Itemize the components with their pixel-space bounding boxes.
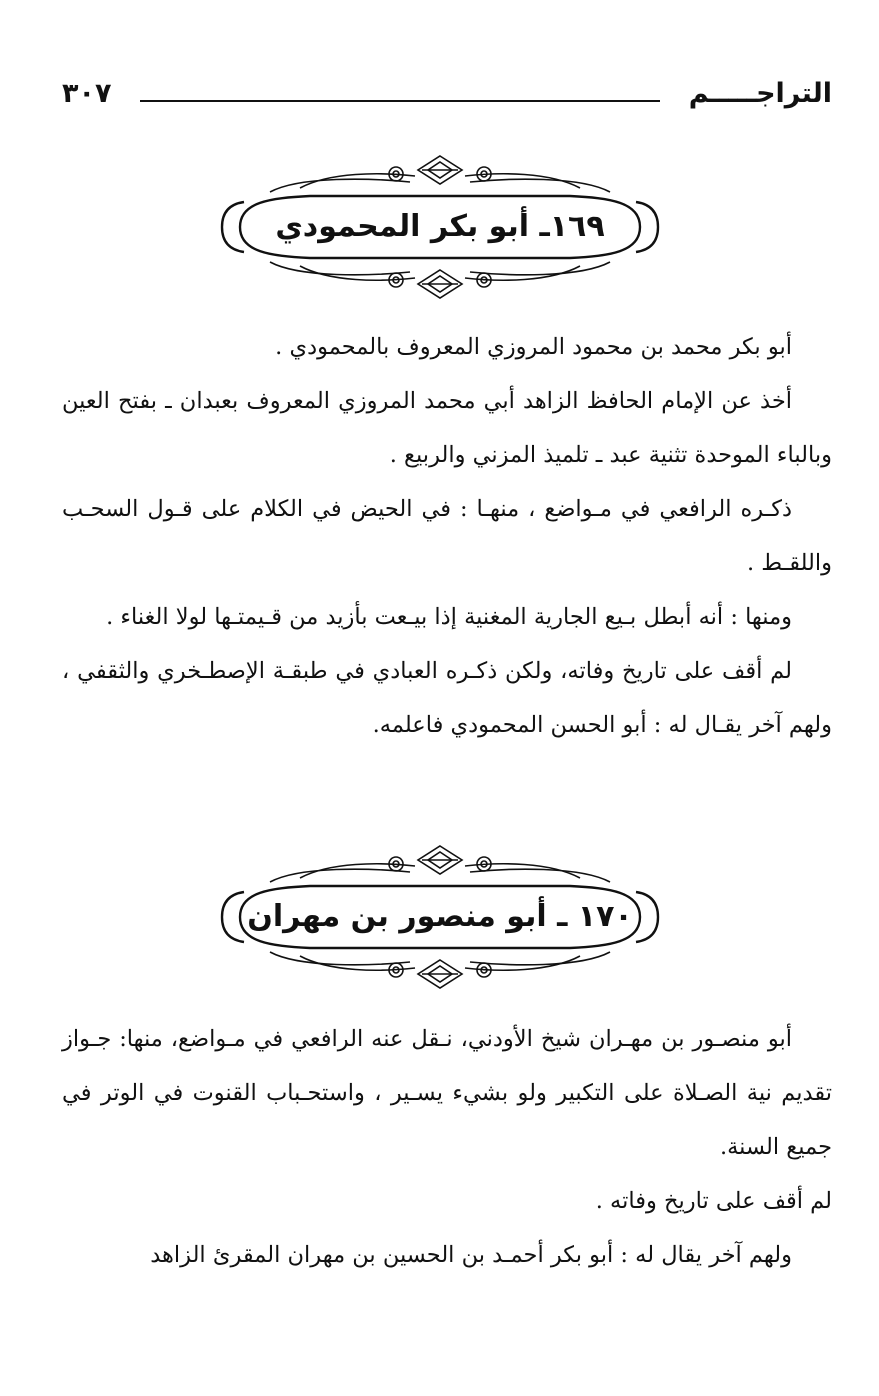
entry-heading: ١٧٠ ـ أبو منصور بن مهران — [247, 899, 633, 934]
page-number: ٣٠٧ — [62, 78, 112, 109]
header-rule — [140, 100, 660, 102]
paragraph: ذكـره الرافعي في مـواضع ، منهـا : في الحيض في الكلام على قـول السحـب واللقـط . — [62, 496, 832, 576]
entry-heading-frame — [200, 152, 680, 302]
paragraph: أخذ عن الإمام الحافظ الزاهد أبي محمد المروزي المعروف بعبدان ـ بفتح العين وبالباء الموحدة تثنية عبد ـ تلميذ المزني والربيع . — [62, 388, 832, 468]
paragraph: لم أقف على تاريخ وفاته، ولكن ذكـره العبادي في طبقـة الإصطـخري والثقفي ، ولهم آخر يقـال له : أبو الحسن المحمودي فاعلمه. — [62, 658, 832, 738]
entry-body — [62, 320, 832, 752]
running-header — [62, 78, 832, 118]
paragraph: ولهم آخر يقال له : أبو بكر أحمـد بن الحسين بن مهران المقرئ الزاهد — [150, 1242, 792, 1268]
header-title: التراجـــــم — [688, 78, 832, 109]
entry-heading: ١٦٩ـ أبو بكر المحمودي — [275, 209, 605, 244]
paragraph: لم أقف على تاريخ وفاته . — [595, 1188, 832, 1214]
entry-heading-frame — [200, 842, 680, 992]
entry-body — [62, 1012, 832, 1282]
paragraph: أبو منصـور بن مهـران شيخ الأودني، نـقل عنه الرافعي في مـواضع، منها: جـواز تقديم نية الصـلاة على التكبير ولو بشيء يسـير ، واستحـباب القنوت في الوتر في جميع السنة. — [62, 1026, 832, 1160]
paragraph: أبو بكر محمد بن محمود المروزي المعروف بالمحمودي . — [275, 334, 792, 360]
paragraph: ومنها : أنه أبطل بـيع الجارية المغنية إذا بيـعت بأزيد من قـيمتـها لولا الغناء . — [106, 604, 792, 630]
